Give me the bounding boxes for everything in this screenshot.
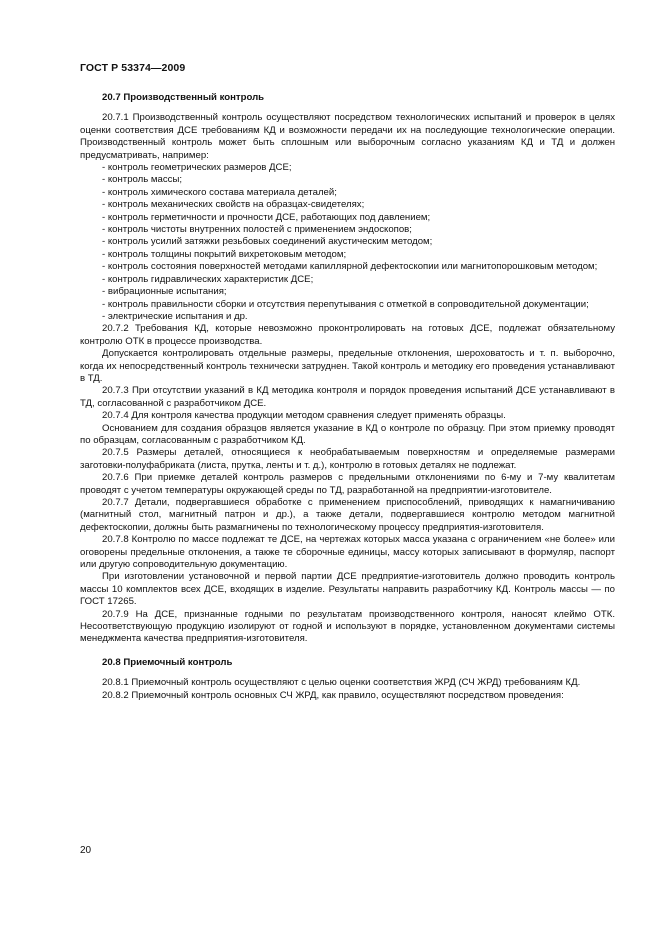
paragraph: 20.8.2 Приемочный контроль основных СЧ ЖРД, как правило, осуществляют посредством проведения: [102, 689, 564, 701]
paragraph: 20.7.8 Контролю по массе подлежат те ДСЕ, на чертежах которых масса указана с ограничением «не более» или оговорены предельные отклонения, а также те сборочные единицы, массу которых записывают в формуляр, паспорт или другую сопроводительную документацию. [80, 534, 615, 571]
document-body [80, 92, 615, 702]
paragraph: 20.8.1 Приемочный контроль осуществляют с целью оценки соответствия ЖРД (СЧ ЖРД) требованиям КД. [102, 677, 581, 689]
list-item: - вибрационные испытания; [102, 286, 227, 298]
list-item: - контроль усилий затяжки резьбовых соединений акустическим методом; [102, 236, 433, 248]
paragraph: 20.7.7 Детали, подвергавшиеся обработке с применением приспособлений, приводящих к намагничиванию (магнитный стол, магнитный патрон и др.), а также детали, подвергавшиеся контролю методом магнитной дефектоскопии, должны быть размагничены по технологическому процессу предприятия-изготовителя. [80, 497, 615, 533]
list-item: - электрические испытания и др. [102, 310, 248, 322]
list-item: - контроль массы; [102, 174, 183, 186]
paragraph: 20.7.2 Требования КД, которые невозможно проконтролировать на готовых ДСЕ, подлежат обязательному контролю ОТК в процессе производства. [80, 323, 615, 347]
paragraph: 20.7.9 На ДСЕ, признанные годными по результатам производственного контроля, наносят клеймо ОТК. Несоответствующую продукцию изолируют от годной и используют в порядке, установленном документами системы менеджмента качества предприятия-изготовителя. [80, 608, 615, 645]
section-heading: 20.7 Производственный контроль [102, 92, 265, 103]
list-item: - контроль механических свойств на образцах-свидетелях; [102, 199, 365, 211]
list-item: - контроль правильности сборки и отсутствия перепутывания с отметкой в сопроводительной документации; [102, 298, 589, 310]
list-item: - контроль герметичности и прочности ДСЕ, работающих под давлением; [102, 211, 431, 223]
list-item: - контроль состояния поверхностей методами капиллярной дефектоскопии или магнитопорошковым методом; [102, 261, 598, 273]
section-heading: 20.8 Приемочный контроль [102, 656, 233, 668]
paragraph: 20.7.3 При отсутствии указаний в КД методика контроля и порядок проведения испытаний ДСЕ устанавливают в ТД, согласованной с разработчиком ДСЕ. [80, 385, 615, 409]
paragraph: Допускается контролировать отдельные размеры, предельные отклонения, шероховатость и т. п. выборочно, когда их непосредственный контроль технически затруднен. Такой контроль и методику его проведения устанавливают в ТД. [80, 348, 615, 384]
paragraph: 20.7.1 Производственный контроль осуществляют посредством технологических испытаний и проверок в целях оценки соответствия ДСЕ требованиям КД и возможности передачи их на последующие технологические операции. Производственный контроль может быть сплошным или выборочным согласно указаниям КД и ТД и должен предусматривать, например: [80, 112, 615, 161]
paragraph: 20.7.6 При приемке деталей контроль размеров с предельными отклонениями по 6-му и 7-му квалитетам проводят с учетом температуры окружающей среды по ТД, разработанной на предприятии-изготовителе. [80, 472, 615, 496]
paragraph: При изготовлении установочной и первой партии ДСЕ предприятие-изготовитель должно проводить контроль массы 10 комплектов всех ДСЕ, входящих в изделие. Результаты направить разработчику КД. Контроль массы — по ГОСТ 17265. [80, 571, 615, 608]
paragraph: Основанием для создания образцов является указание в КД о контроле по образцу. При этом приемку проводят по образцам, согласованным с разработчиком КД. [80, 422, 615, 446]
document-id: ГОСТ Р 53374—2009 [80, 62, 186, 74]
page-number: 20 [80, 845, 92, 856]
list-item: - контроль геометрических размеров ДСЕ; [102, 162, 292, 174]
list-item: - контроль чистоты внутренних полостей с применением эндоскопов; [102, 224, 412, 236]
list-item: - контроль гидравлических характеристик ДСЕ; [102, 273, 314, 285]
paragraph: 20.7.4 Для контроля качества продукции методом сравнения следует применять образцы. [102, 410, 506, 422]
list-item: - контроль толщины покрытий вихретоковым методом; [102, 248, 347, 260]
list-item: - контроль химического состава материала деталей; [102, 186, 337, 198]
paragraph: 20.7.5 Размеры деталей, относящиеся к необрабатываемым поверхностям и определяемые размерами заготовки-полуфабриката (листа, прутка, ленты и т. д.), контролю в готовых деталях не подлежат. [80, 447, 615, 471]
